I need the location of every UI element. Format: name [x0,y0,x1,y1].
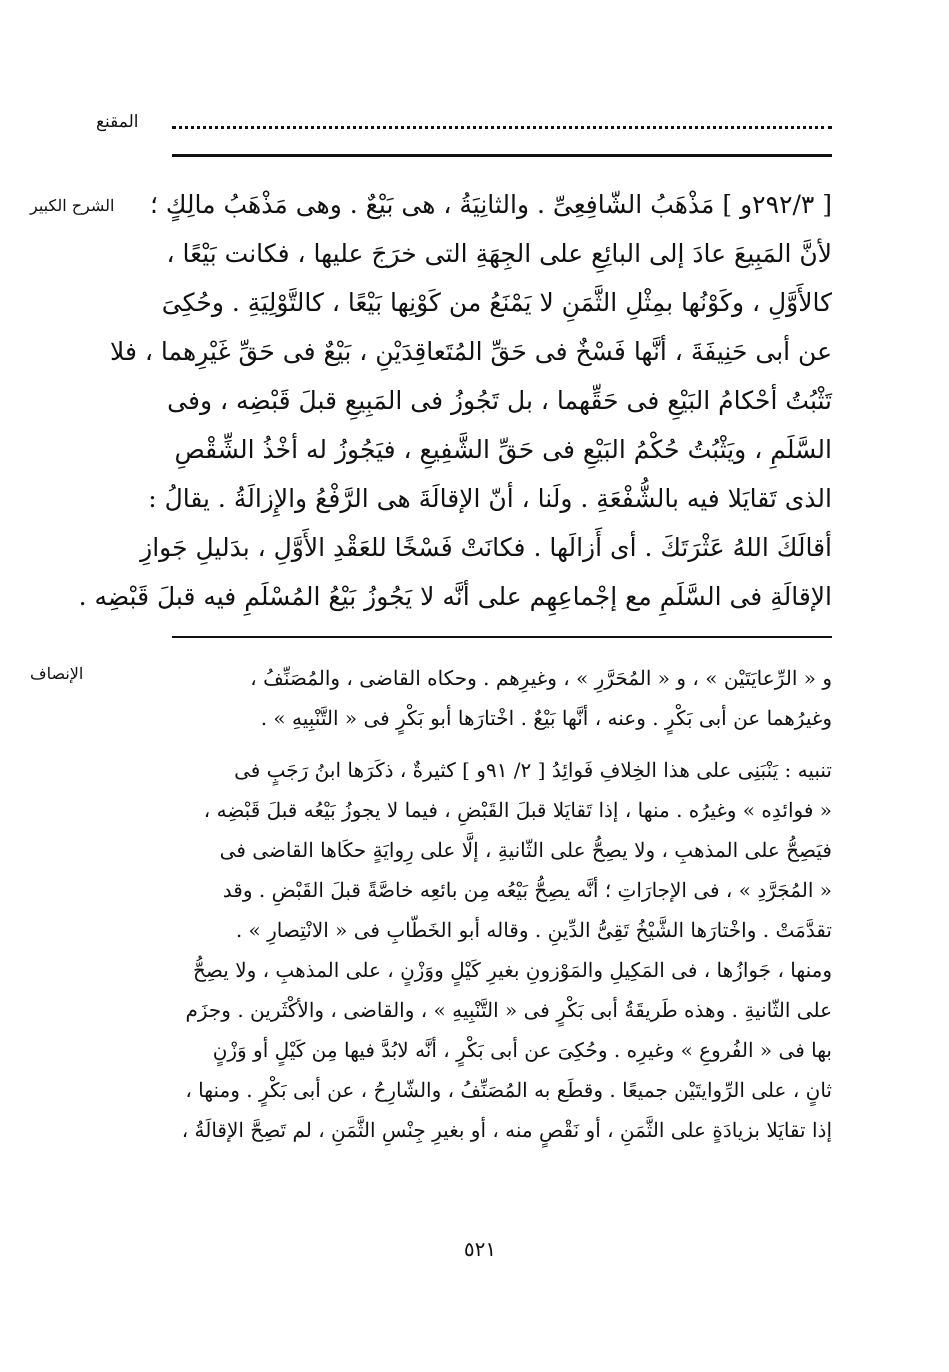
insaf-line: و « الرِّعايَتَيْن » ، و « المُحَرَّرِ » ، وغيرِهم . وحكاه القاضى ، والمُصَنِّفُ ، [250,666,832,690]
sharh-line: الذى تَقايَلا فيه بالشُّفْعَةِ . ولَنا ، أنّ الإقالَةَ هى الرَّفْعُ والإِزالَةُ . يقالُ : [148,484,832,513]
insaf-line: فيَصِحُّ على المذهبِ ، ولا يصِحُّ على الثّانيةِ ، إلَّا على رِوايَةٍ حكَاها القاضى فى [219,838,832,862]
header-dotted-leader [172,112,832,129]
insaf-line: تقدَّمَتْ . واخْتارَها الشَّيْخُ تَقِىُّ الدِّينِ . وقاله أبو الخَطّابِ فى « الانْتِصارِ » . [235,918,832,942]
section-divider [172,636,832,638]
insaf-text-block [160,658,832,1150]
insaf-line: ثانٍ ، على الرِّوايتَيْن جميعًا . وقطَع به المُصَنِّفُ ، والشّارِحُ ، عن أبى بَكْرٍ . ومنها ، [185,1078,832,1102]
sharh-line: تَثْبُتُ أحْكامُ البَيْعِ فى حَقِّهما ، بل تَجُوزُ فى المَبِيعِ قبلَ قَبْضِه ، وفى [167,386,832,415]
side-label-insaf: الإنصاف [30,664,84,683]
sharh-line: السَّلَمِ ، ويَثْبُتُ حُكْمُ البَيْعِ فى حَقِّ الشَّفِيعِ ، فيَجُوزُ له أخْذُ الشِّقْصِ [174,435,832,464]
insaf-line: « فوائدِه » وغيرُه . منها ، إذا تَقايَلا قبلَ القَبْضِ ، فيما لا يجوزُ بَيْعُه قبلَ قَبْضِه ، [203,798,832,822]
sharh-line: لأنَّ المَبِيعَ عادَ إلى البائِعِ على الجِهَةِ التى خرَجَ عليها ، فكانت بَيْعًا ، [166,239,832,268]
insaf-line: بها فى « الفُروعِ » وغيرِه . وحُكِىَ عن أبى بَكْرٍ ، أنَّه لابُدَّ فيها مِن كَيْلٍ أو وَزْنٍ [212,1038,832,1062]
insaf-line: إذا تقايَلا بزيادَةٍ على الثَّمَنِ ، أو نَقْصٍ منه ، أو بغيرِ جِنْسِ الثَّمَنِ ، لم تَصِحَّ الإقالَةُ ، [181,1118,832,1142]
page-number: ٥٢١ [463,1237,497,1261]
sharh-line: الإقالَةِ فى السَّلَمِ مع إجْماعِهِم على أنَّه لا يَجُوزُ بَيْعُ المُسْلَمِ فيه قبلَ قَبْضِه . [78,582,832,611]
insaf-line: وغيرُهما عن أبى بَكْرٍ . وعنه ، أنَّها بَيْعٌ . اخْتارَها أبو بَكْرٍ فى « التَّنْبِيهِ » . [260,706,832,730]
running-header-title: المقنع [96,112,139,132]
insaf-line: على الثّانيةِ . وهذه طَريقَةُ أبى بَكْرٍ فى « التَّنْبِيهِ » ، والقاضى ، والأكْثَرين . وجزَم [185,998,832,1022]
insaf-line: ومنها ، جَوازُها ، فى المَكِيلِ والمَوْزونِ بغيرِ كَيْلٍ ووَزْنٍ ، على المذهبِ ، ولا يصِحُّ [193,958,832,982]
side-label-sharh: الشرح الكبير [30,196,115,215]
sharh-line: عن أبى حَنِيفَةَ ، أنَّها فَسْخٌ فى حَقِّ المُتَعاقِدَيْنِ ، بَيْعٌ فى حَقِّ غَيْرِهما ، فلا [110,337,832,366]
header-rule [172,154,832,157]
insaf-line: « المُجَرَّدِ » ، فى الإجارَاتِ ؛ أنَّه يصِحُّ بَيْعُه مِن بائعِه خاصَّةً قبلَ القَبْضِ . وقد [222,878,832,902]
sharh-line: [ ٢٩٢/٣و ] مَذْهَبُ الشّافِعِىِّ . والثانِيَةُ ، هى بَيْعٌ . وهى مَذْهَبُ مالِكٍ ؛ [149,190,832,219]
sharh-line: كالأَوَّلِ ، وكَوْنُها بمِثْلِ الثَّمَنِ لا يَمْنَعُ من كَوْنِها بَيْعًا ، كالتَّوْلِيَةِ . وحُكِىَ [161,288,832,317]
sharh-line: أقالَكَ اللهُ عَثْرَتَكَ . أى أَزالَها . فكانَتْ فَسْخًا للعَقْدِ الأَوَّلِ ، بدَليلِ جَوازِ [140,533,832,562]
sharh-text-block [78,180,832,621]
insaf-line: تنبيه : يَنْبَنِى على هذا الخِلافِ فَوائِدُ [ ٢/ ٩١و ] كثيرةٌ ، ذكَرَها ابنُ رَجَبٍ فى [234,758,832,782]
